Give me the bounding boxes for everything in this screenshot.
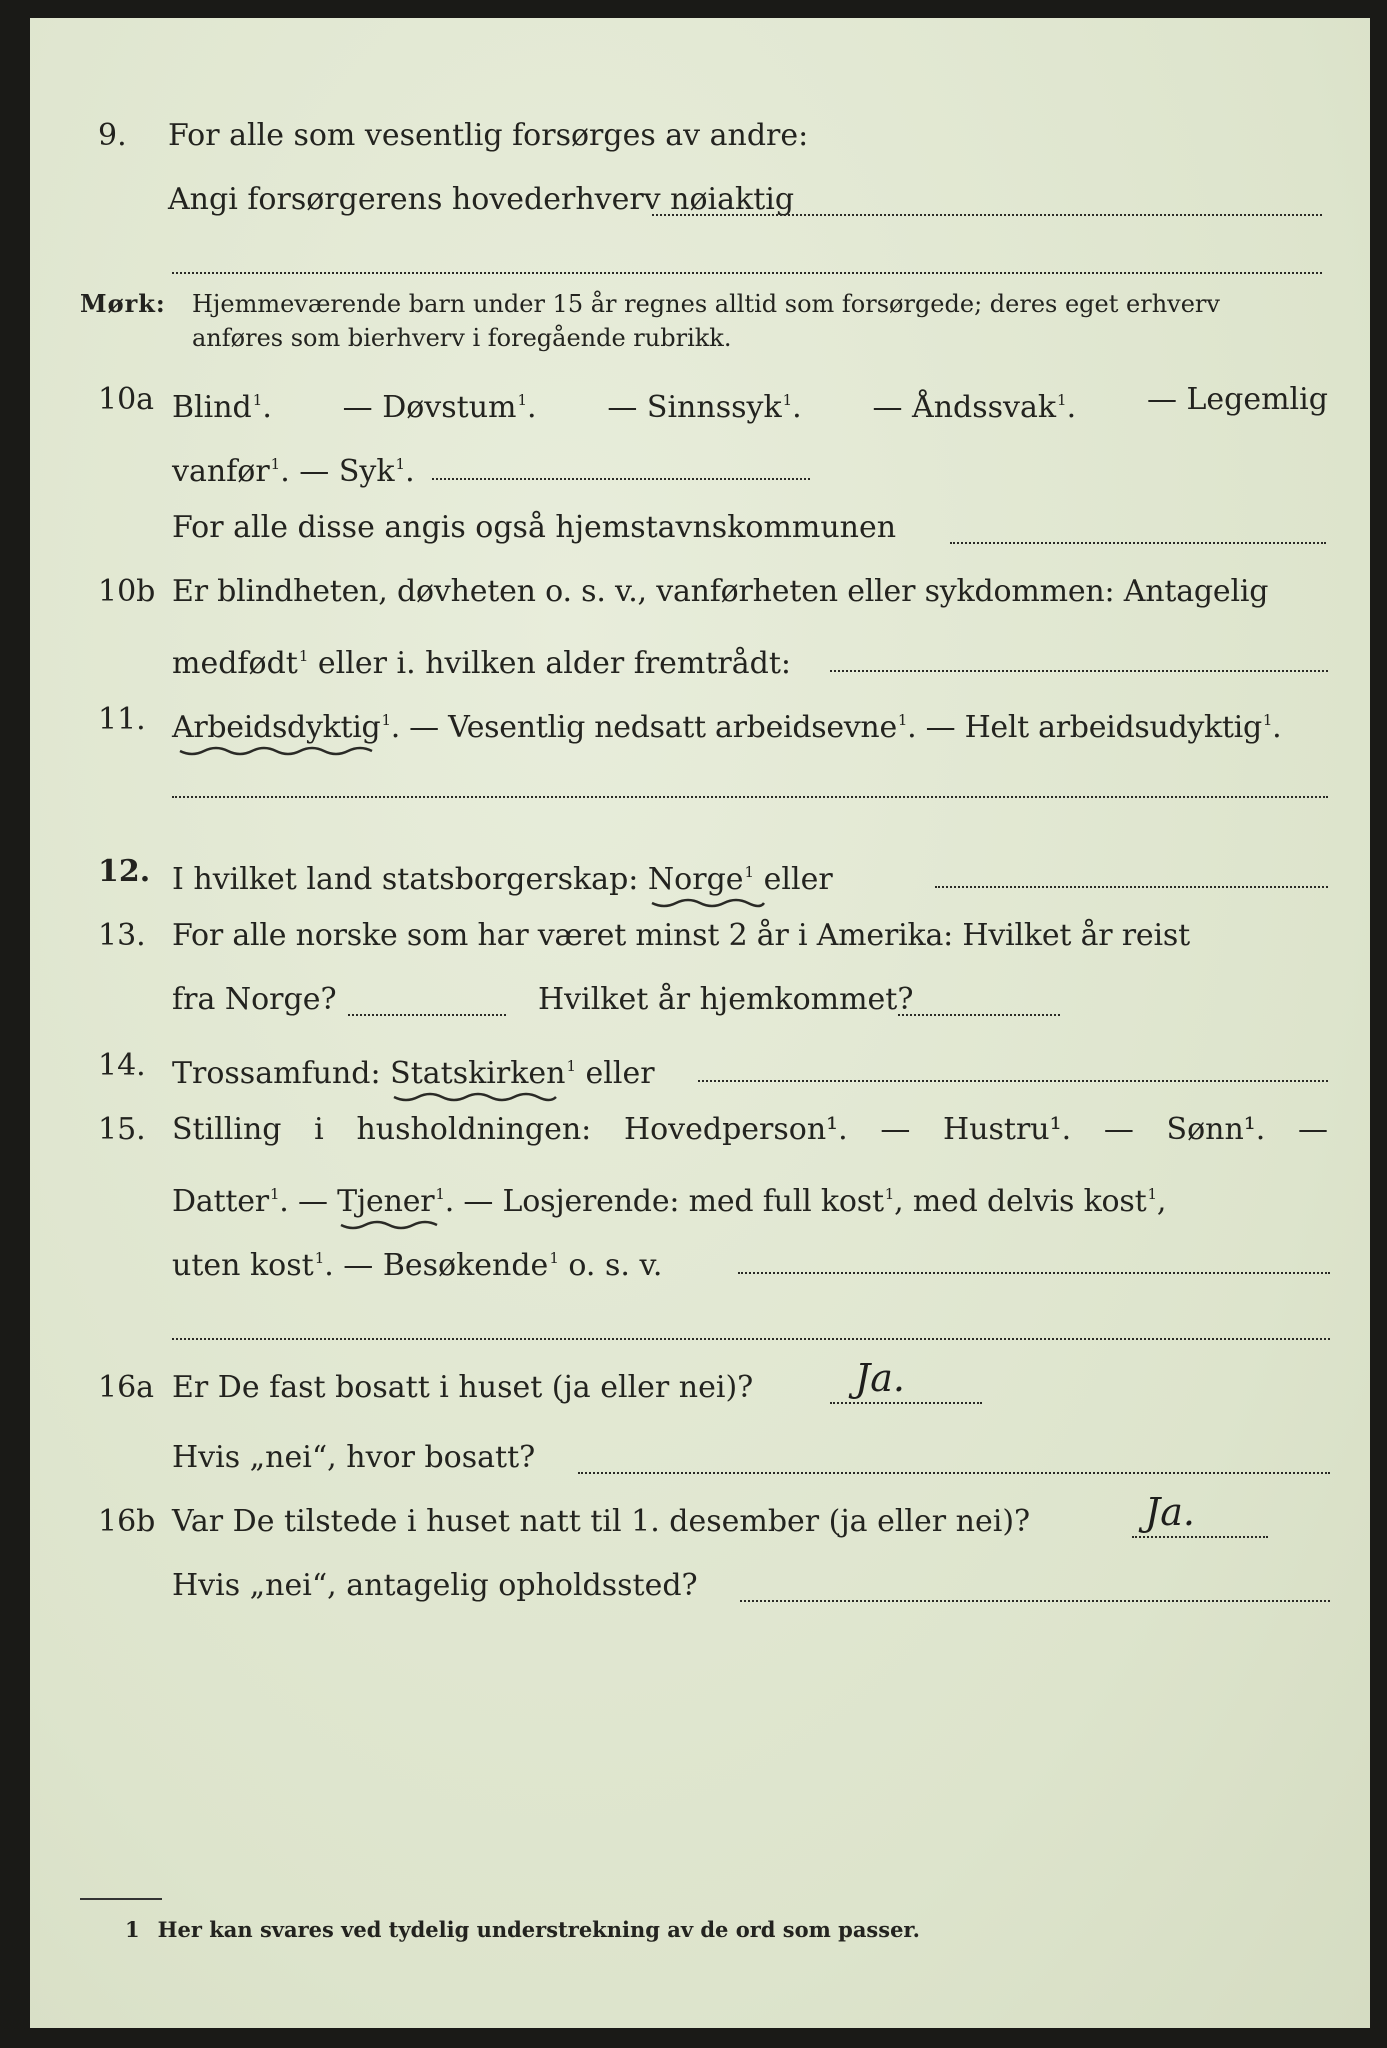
q12-row [30, 852, 1370, 897]
census-form-page [30, 18, 1370, 2028]
q15-answer-line[interactable] [738, 1272, 1330, 1274]
q16a-answer-line[interactable] [830, 1402, 982, 1404]
q14-row [30, 1046, 1370, 1091]
q11-number: 11. [98, 702, 146, 737]
q16b-opholdssted-line[interactable] [740, 1600, 1330, 1602]
q10a-text-2: vanfør$^1$. — Syk$^1$. [172, 454, 415, 489]
q15-row-3 [30, 1238, 1370, 1283]
q12-option-norge-underlined[interactable]: Norge [648, 862, 744, 897]
q12-answer-line[interactable] [935, 886, 1328, 888]
q16a-text-1: Er De fast bosatt i huset (ja eller nei)? [172, 1370, 754, 1405]
q13-text-2a: fra Norge? [172, 982, 337, 1017]
q15-option-hustru[interactable]: Hustru¹. [943, 1112, 1072, 1147]
q15-answer-line-2[interactable] [172, 1338, 1330, 1340]
q11-text: Arbeidsdyktig $^1$. — Vesentlig nedsatt arbeidsevne$^1$. — Helt arbeidsudyktig$^1$. [172, 700, 1281, 748]
q15-text-3: uten kost$^1$. — Besøkende$^1$ o. s. v. [172, 1248, 663, 1283]
q15-option-sonn[interactable]: Sønn¹. [1166, 1112, 1266, 1147]
q15-number: 15. [98, 1112, 146, 1147]
q10b-text-1: Er blindheten, døvheten o. s. v., vanførheten eller sykdommen: Antagelig [172, 574, 1269, 609]
q16b-text-2: Hvis „nei“, antagelig opholdssted? [172, 1568, 698, 1603]
q15-option-tjener-underlined[interactable]: Tjener [337, 1184, 434, 1219]
q11-row [30, 700, 1370, 745]
q13-hjemkommet-line[interactable] [898, 1014, 1060, 1016]
q16b-answer-line[interactable] [1132, 1536, 1268, 1538]
mork-text-2: anføres som bierhverv i foregående rubrikk. [192, 324, 732, 352]
mork-note-2 [30, 322, 1370, 362]
footnote-rule [80, 1898, 162, 1900]
q15-text-1: Stilling i husholdningen: Hovedperson¹. — Hustru¹. — Sønn¹. — [172, 1110, 1328, 1150]
q15-text-2: Datter$^1$. — Tjener $^1$. — Losjerende: med full kost$^1$, med delvis kost$^1$, [172, 1174, 1166, 1222]
q16b-row-2 [30, 1566, 1370, 1606]
q16b-handwritten-answer[interactable]: Ja. [1145, 1490, 1195, 1534]
handwritten-underline-icon [390, 1091, 560, 1105]
q16b-row-1 [30, 1490, 1370, 1542]
q11-option-arbeidsdyktig-underlined[interactable]: Arbeidsdyktig [172, 710, 380, 745]
q12-text: I hvilket land statsborgerskap: Norge $^1$ eller [172, 852, 833, 900]
q9-row-1 [30, 116, 1370, 156]
q16a-bosatt-line[interactable] [578, 1472, 1330, 1474]
q10a-syk-line[interactable] [432, 478, 810, 480]
q9-number: 9. [98, 118, 127, 153]
q13-reist-line[interactable] [348, 1014, 506, 1016]
q10b-row-1 [30, 572, 1370, 612]
q13-row-2 [30, 980, 1370, 1020]
q16b-number: 16b [98, 1504, 156, 1539]
q15-row-1 [30, 1110, 1370, 1150]
q10b-number: 10b [98, 574, 156, 609]
q10a-option-legemlig[interactable]: — Legemlig [1146, 382, 1328, 417]
q13-text-2b: Hvilket år hjemkommet? [538, 982, 914, 1017]
handwritten-underline-icon [337, 1219, 447, 1233]
q10a-options [172, 380, 1328, 428]
q13-text-1: For alle norske som har været minst 2 år i Amerika: Hvilket år reist [172, 918, 1190, 953]
q10b-row-2 [30, 636, 1370, 681]
q10a-row-3 [30, 508, 1370, 548]
q10a-row-1 [30, 380, 1370, 425]
q12-number: 12. [98, 854, 151, 889]
q13-row-1 [30, 916, 1370, 956]
mork-text-1: Hjemmeværende barn under 15 år regnes alltid som forsørgede; deres eget erhverv [192, 290, 1220, 318]
q14-answer-line[interactable] [698, 1080, 1328, 1082]
q10a-hjemstavn-line[interactable] [950, 542, 1326, 544]
q16b-text-1: Var De tilstede i huset natt til 1. desember (ja eller nei)? [172, 1504, 1031, 1539]
q16a-row-2 [30, 1438, 1370, 1478]
q10b-answer-line[interactable] [830, 670, 1328, 672]
q10a-option-andssvak[interactable]: — Åndssvak$^1$. [872, 390, 1077, 425]
q14-option-statskirken-underlined[interactable]: Statskirken [390, 1056, 565, 1091]
mork-label: Mørk: [80, 289, 166, 318]
q16a-number: 16a [98, 1370, 155, 1405]
q9-answer-line-2[interactable] [172, 272, 1322, 274]
q9-answer-line[interactable] [652, 214, 1322, 216]
q13-number: 13. [98, 918, 146, 953]
q10a-text-3: For alle disse angis også hjemstavnskommunen [172, 510, 897, 545]
q10a-option-sinnssyk[interactable]: — Sinnssyk$^1$. [607, 390, 802, 425]
q14-text: Trossamfund: Statskirken $^1$ eller [172, 1046, 655, 1094]
q9-text-2: Angi forsørgerens hovederhverv nøiaktig [168, 182, 795, 217]
footnote [125, 1916, 920, 1944]
handwritten-underline-icon [172, 745, 382, 759]
footnote-text: Her kan svares ved tydelig understrekning av de ord som passer. [157, 1917, 920, 1942]
q16a-text-2: Hvis „nei“, hvor bosatt? [172, 1440, 536, 1475]
q10a-number: 10a [98, 382, 155, 417]
q10a-option-blind[interactable]: Blind$^1$. [172, 390, 272, 425]
q16a-handwritten-answer[interactable]: Ja. [855, 1356, 905, 1400]
q15-option-hovedperson[interactable]: Hovedperson¹. [623, 1112, 848, 1147]
footnote-marker: 1 [125, 1917, 140, 1942]
q14-number: 14. [98, 1048, 146, 1083]
q9-text-1: For alle som vesentlig forsørges av andre: [168, 118, 809, 153]
handwritten-underline-icon [648, 897, 768, 911]
q10a-option-dovstum[interactable]: — Døvstum$^1$. [342, 390, 537, 425]
q11-answer-line[interactable] [172, 796, 1328, 798]
q9-row-2 [30, 180, 1370, 220]
q15-row-2 [30, 1174, 1370, 1219]
q10a-row-2 [30, 444, 1370, 489]
q10b-text-2: medfødt$^1$ eller i. hvilken alder fremtrådt: [172, 646, 792, 681]
q16a-row-1 [30, 1356, 1370, 1408]
